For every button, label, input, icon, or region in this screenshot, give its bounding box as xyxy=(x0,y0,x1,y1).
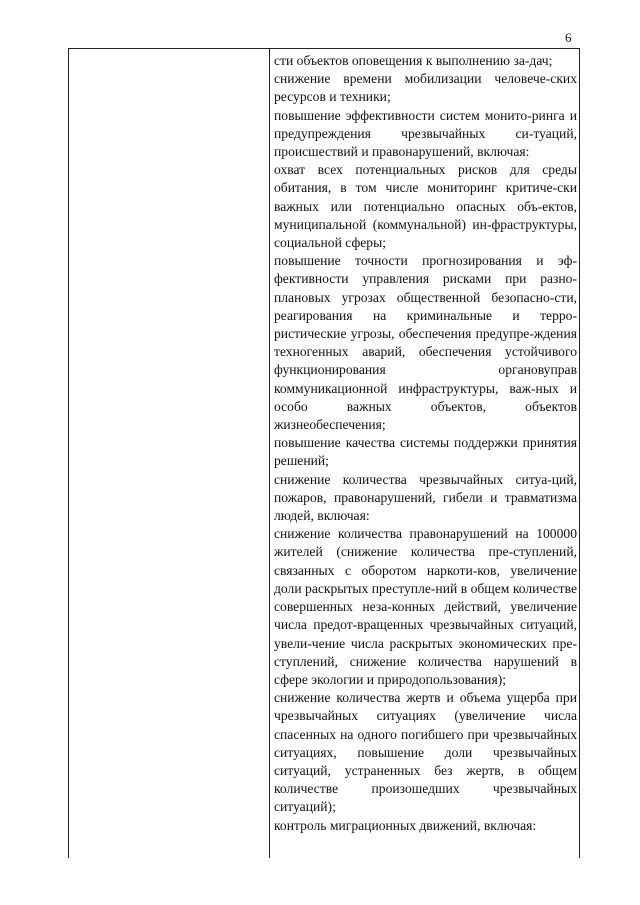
content-table xyxy=(68,48,580,858)
paragraph: контроль миграционных движений, включая: xyxy=(274,817,537,833)
column-divider xyxy=(269,49,270,858)
paragraph: снижение количества чрезвычайных ситуа-ций, пожаров, правонарушений, гибели и травматизма людей, включая: xyxy=(274,471,577,524)
paragraph: повышение качества системы поддержки принятия решений; xyxy=(274,435,577,469)
paragraph: снижение количества правонарушений на 100000 жителей (снижение количества пре-ступлений, связанных с оборотом наркоти-ков, увеличение доли раскрытых преступле-ний в общем количестве совершенных неза-конных действий, увеличение числа предот-вращенных чрезвычайных ситуаций, увели-чение числа раскрытых экономических пре-ступлений, снижение количества нарушений в сфере экологии и природопользования); xyxy=(274,526,577,687)
page-number: 6 xyxy=(565,30,572,45)
paragraph: повышение точности прогнозирования и эф-фективности управления рисками при разно-плановых угрозах общественной безопасно-сти, реагирования на криминальные и терро-ристические угрозы, обеспечения предупре-ждения техногенных аварий, обеспечения устойчивого функционирования органовуправ коммуникационной инфраструктуры, важ-ных и особо важных объектов, объектов жизнеобеспечения; xyxy=(274,253,577,433)
table-right-column xyxy=(274,52,577,835)
paragraph: сти объектов оповещения к выполнению за-дач; xyxy=(274,53,553,68)
paragraph: повышение эффективности систем монито-ринга и предупреждения чрезвычайных си-туаций, происшествий и правонарушений, включая: xyxy=(274,107,577,160)
paragraph: охват всех потенциальных рисков для среды обитания, в том числе мониторинг критиче-ски важных или потенциально опасных объ-ектов, муниципальной (коммунальной) ин-фраструктуры, социальной сферы; xyxy=(274,162,577,251)
paragraph: снижение времени мобилизации человече-ских ресурсов и техники; xyxy=(274,71,577,105)
paragraph: снижение количества жертв и объема ущерба при чрезвычайных ситуациях (увеличение числа спасенных на одного погибшего при чрезвычайных ситуациях, повышение доли чрезвычайных ситуаций, устраненных без жертв, в общем количестве произошедших чрезвычайных ситуаций); xyxy=(274,690,577,815)
